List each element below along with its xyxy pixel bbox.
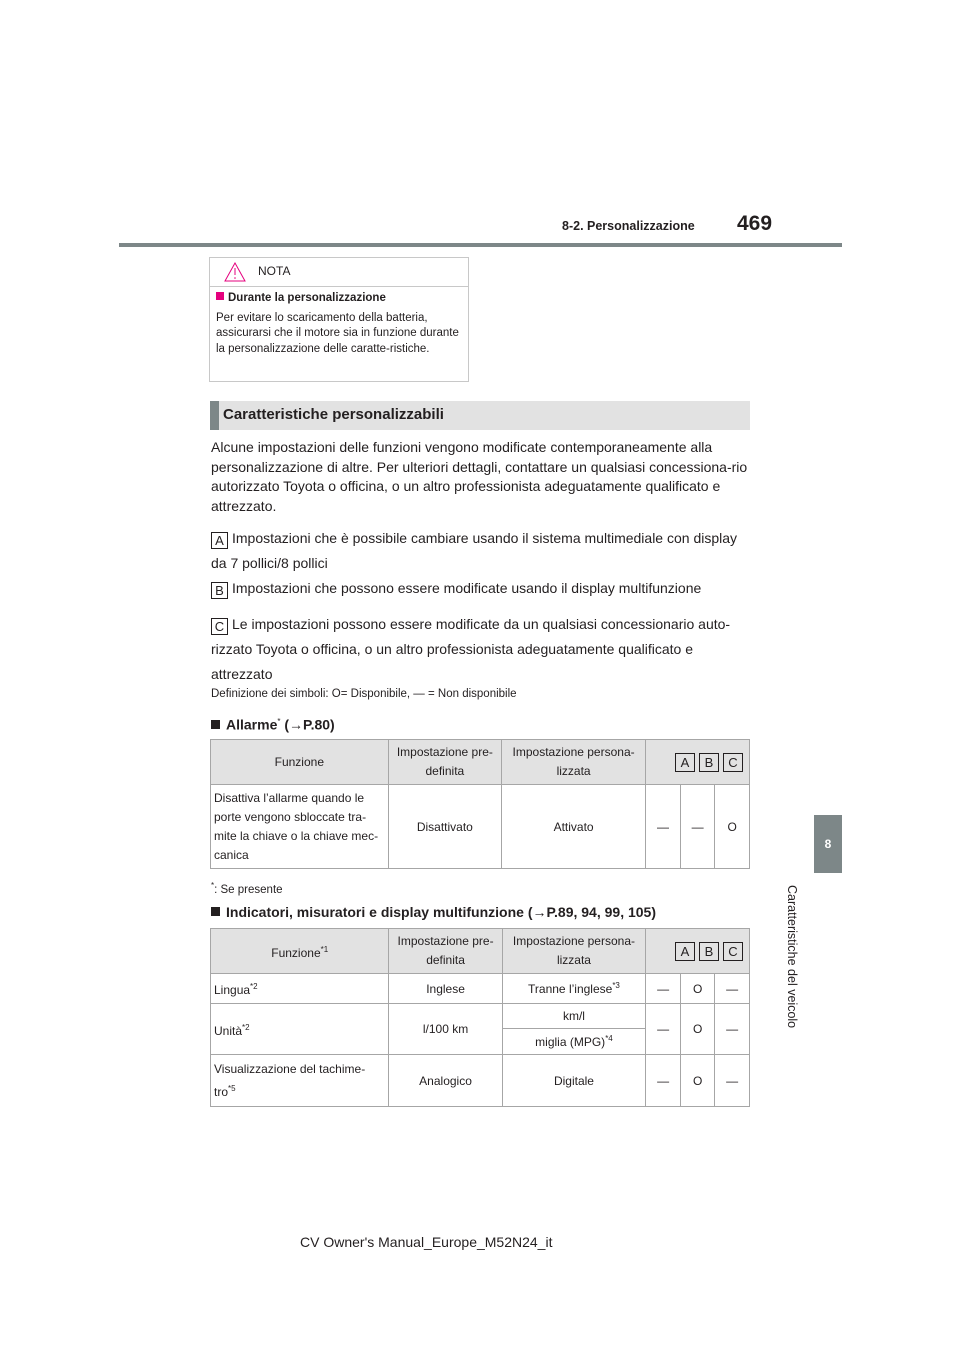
notice-subtitle: Durante la personalizzazione: [228, 292, 386, 304]
notice-title: NOTA: [258, 264, 291, 278]
legend-b: B Impostazioni che possono essere modificate usando il display multifunzione: [211, 579, 751, 599]
table-row: Visualizzazione del tachime-tro$^{*5}$ Analogico Digitale — O —: [211, 1055, 750, 1107]
footer-manual-id: CV Owner's Manual_Europe_M52N24_it: [300, 1234, 553, 1250]
table-indicatori: Funzione$^{*1}$ Impostazione pre-definita Impostazione persona-lizzata A B C Lingua$^{*2}$ Inglese Tranne l’inglese$^{*3}$ — O — Unità$^{*2}$ l/100 km km/l — O — miglia (MPG)$^{*4}$ Visualizzazione del tachime-tro$^{*5}$ Analogico Digitale — O —: [210, 928, 750, 1107]
square-bullet-icon: [216, 292, 224, 300]
chapter-tab-number: 8: [814, 815, 842, 873]
page-number: 469: [737, 212, 773, 235]
table-row: Lingua$^{*2}$ Inglese Tranne l’inglese$^{*3}$ — O —: [211, 974, 750, 1004]
header-rule: [119, 243, 842, 247]
legend-a: A Impostazioni che è possibile cambiare usando il sistema multimediale con display da 7 pollici/8 pollici: [211, 530, 738, 571]
footnote-se-presente: *: Se presente: [211, 881, 283, 896]
intro-paragraph: Alcune impostazioni delle funzioni vengono modificate contemporaneamente alla personalizzazione di altre. Per ulteriori dettagli, contattare un qualsiasi concessiona-rio autorizzato Toyota o officina, o un altro professionista adeguatamente qualificato e attrezzato.: [211, 439, 748, 514]
section-indicatori-title: Indicatori, misuratori e display multifunzione (→P.89, 94, 99, 105): [211, 903, 751, 923]
section-label: 8-2. Personalizzazione: [562, 219, 695, 233]
section-heading: Caratteristiche personalizzabili: [210, 401, 750, 430]
table-row: Unità$^{*2}$ l/100 km km/l — O —: [211, 1004, 750, 1029]
notice-body: Per evitare lo scaricamento della batteria, assicurarsi che il motore sia in funzione durante la personalizzazione delle caratte-ristiche.: [216, 311, 459, 355]
symbols-note: Definizione dei simboli: O= Disponibile, — = Non disponibile: [211, 688, 517, 700]
chapter-tab-label: Caratteristiche del veicolo: [785, 885, 799, 1029]
warning-triangle-icon: [224, 262, 246, 282]
table-allarme: Funzione Impostazione pre-definita Impostazione persona-lizzata A B C Disattiva l’allarme quando le porte vengono sbloccate tra-mite la chiave o la chiave mec-canica Disattivato Attivato — — O: [210, 739, 750, 869]
table-row: Disattiva l’allarme quando le porte vengono sbloccate tra-mite la chiave o la chiave mec-canica Disattivato Attivato — — O: [211, 785, 750, 869]
section-allarme-title: Allarme* (→P.80): [211, 712, 751, 735]
notice-box: [209, 257, 469, 382]
legend-c: C Le impostazioni possono essere modificate da un qualsiasi concessionario auto-rizzato Toyota o officina, o un altro professionista adeguatamente qualificato e attrezzato: [211, 616, 731, 682]
